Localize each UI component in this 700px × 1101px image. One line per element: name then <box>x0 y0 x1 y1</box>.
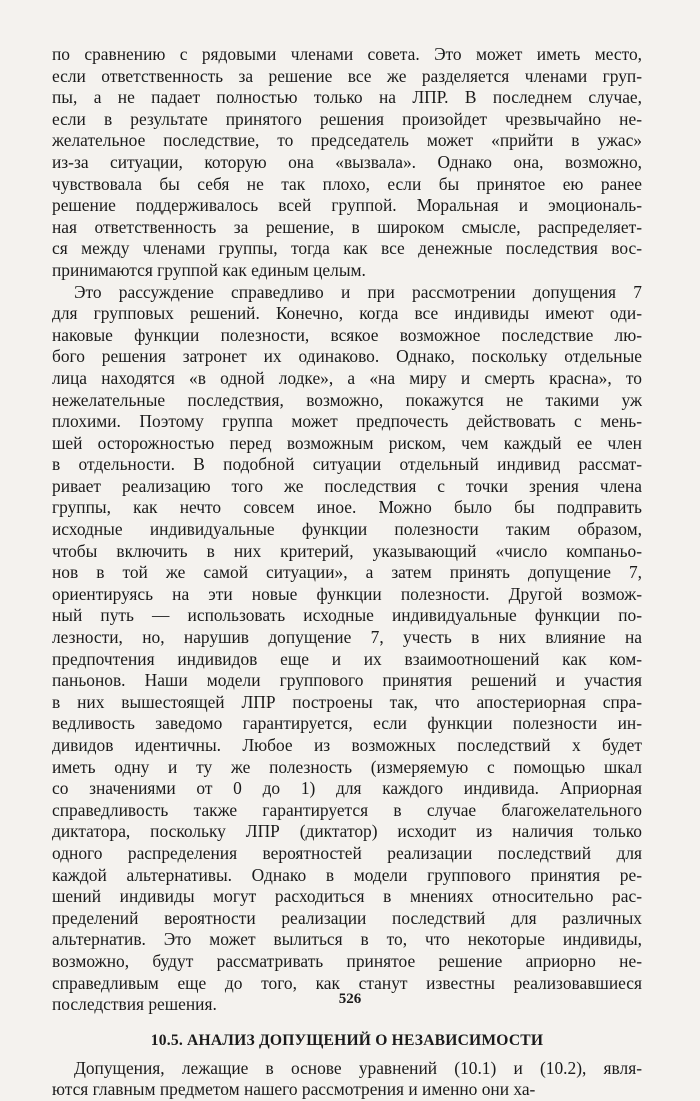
text-line: плохими. Поэтому группа может предпочесть действовать с мень- <box>52 411 642 432</box>
text-line: по сравнению с рядовыми членами совета. Это может иметь место, <box>52 44 642 64</box>
text-line: предпочтения индивидов еще и их взаимоотношений как ком- <box>52 648 642 669</box>
section-heading: 10.5. АНАЛИЗ ДОПУЩЕНИЙ О НЕЗАВИСИМОСТИ <box>150 1031 544 1049</box>
text-line: справедливость также гарантируется в случае благожелательного <box>52 799 642 820</box>
text-line: в них вышестоящей ЛПР построены так, что апостериорная спра- <box>52 691 642 712</box>
text-line: Это рассуждение справедливо и при рассмотрении допущения 7 <box>74 281 642 302</box>
text-line: одного распределения вероятностей реализации последствий для <box>52 842 642 863</box>
text-line: шей осторожностью перед возможным риском, чем каждый ее член <box>52 432 642 453</box>
text-line: последствия решения. <box>52 994 217 1015</box>
paragraph <box>52 282 642 1016</box>
text-line: каждой альтернативы. Однако в модели группового принятия ре- <box>52 864 642 885</box>
text-line: из-за ситуации, которую она «вызвала». Однако она, возможно, <box>52 151 642 172</box>
text-line: исходные индивидуальные функции полезности таким образом, <box>52 519 642 540</box>
text-line: пределений вероятности реализации последствий для различных <box>52 907 642 928</box>
text-line: иметь одну и ту же полезность (измеряемую с помощью шкал <box>52 756 642 777</box>
text-line: дивидов идентичны. Любое из возможных последствий x будет <box>52 735 642 755</box>
text-line: бого решения затронет их одинаково. Однако, поскольку отдельные <box>52 346 642 367</box>
text-line: желательное последствие, то председатель может «прийти в ужас» <box>52 130 642 151</box>
text-line: группы, как нечто совсем иное. Можно было бы подправить <box>52 497 642 518</box>
text-line: принимаются группой как единым целым. <box>52 259 366 280</box>
text-line: наковые функции полезности, всякое возможное последствие лю- <box>52 324 642 345</box>
paragraph <box>52 1058 642 1101</box>
text-line: пы, а не падает полностью только на ЛПР. В последнем случае, <box>52 87 642 108</box>
text-line: паньонов. Наши модели группового принятия решений и участия <box>52 670 642 691</box>
final-paragraph <box>52 1058 642 1101</box>
text-line: диктатора, поскольку ЛПР (диктатор) исходит из наличия только <box>52 821 642 842</box>
paragraph <box>52 44 642 282</box>
text-line: если ответственность за решение все же разделяется членами груп- <box>52 65 642 86</box>
text-line: нежелательные последствия, возможно, покажутся не такими уж <box>52 389 642 410</box>
text-line: шений индивиды могут расходиться в мнениях относительно рас- <box>52 886 642 907</box>
text-line: ориентируясь на эти новые функции полезности. Другой возмож- <box>52 583 642 604</box>
text-line: ная ответственность за решение, в широком смысле, распределяет- <box>52 216 642 237</box>
text-line: нов в той же самой ситуации», а затем принять допущение 7, <box>52 562 642 583</box>
text-line: чувствовала бы себя не так плохо, если бы принятое ею ранее <box>52 173 642 194</box>
text-line: ривает реализацию того же последствия с точки зрения члена <box>52 475 642 496</box>
text-line: Допущения, лежащие в основе уравнений (10.1) и (10.2), явля- <box>74 1057 642 1078</box>
text-line: лезности, но, нарушив допущение 7, учесть в них влияние на <box>52 627 642 648</box>
page-number: 526 <box>338 991 362 1007</box>
text-line: ведливость заведомо гарантируется, если функции полезности ин- <box>52 713 642 734</box>
text-line: возможно, будут рассматривать принятое решение априорно не- <box>52 950 642 971</box>
text-line: ся между членами группы, тогда как все денежные последствия вос- <box>52 238 642 259</box>
text-line: ный путь — использовать исходные индивидуальные функции по- <box>52 605 642 626</box>
text-line: чтобы включить в них критерий, указывающий «число компаньо- <box>52 540 642 561</box>
text-line: ются главным предметом нашего рассмотрения и именно они ха- <box>52 1079 536 1100</box>
body-text <box>52 44 642 1016</box>
text-line: если в результате принятого решения произойдет чрезвычайно не- <box>52 108 642 129</box>
text-line: для групповых решений. Конечно, когда все индивиды имеют оди- <box>52 303 642 324</box>
text-line: в отдельности. В подобной ситуации отдельный индивид рассмат- <box>52 454 642 475</box>
text-line: справедливым еще до того, как станут известны реализовавшиеся <box>52 972 642 993</box>
text-line: лица находятся «в одной лодке», а «на миру и смерть красна», то <box>52 367 642 388</box>
text-line: со значениями от 0 до 1) для каждого индивида. Априорная <box>52 778 642 799</box>
text-line: решение поддерживалось всей группой. Моральная и эмоциональ- <box>52 195 642 216</box>
text-line: альтернатив. Это может вылиться в то, что некоторые индивиды, <box>52 929 642 950</box>
